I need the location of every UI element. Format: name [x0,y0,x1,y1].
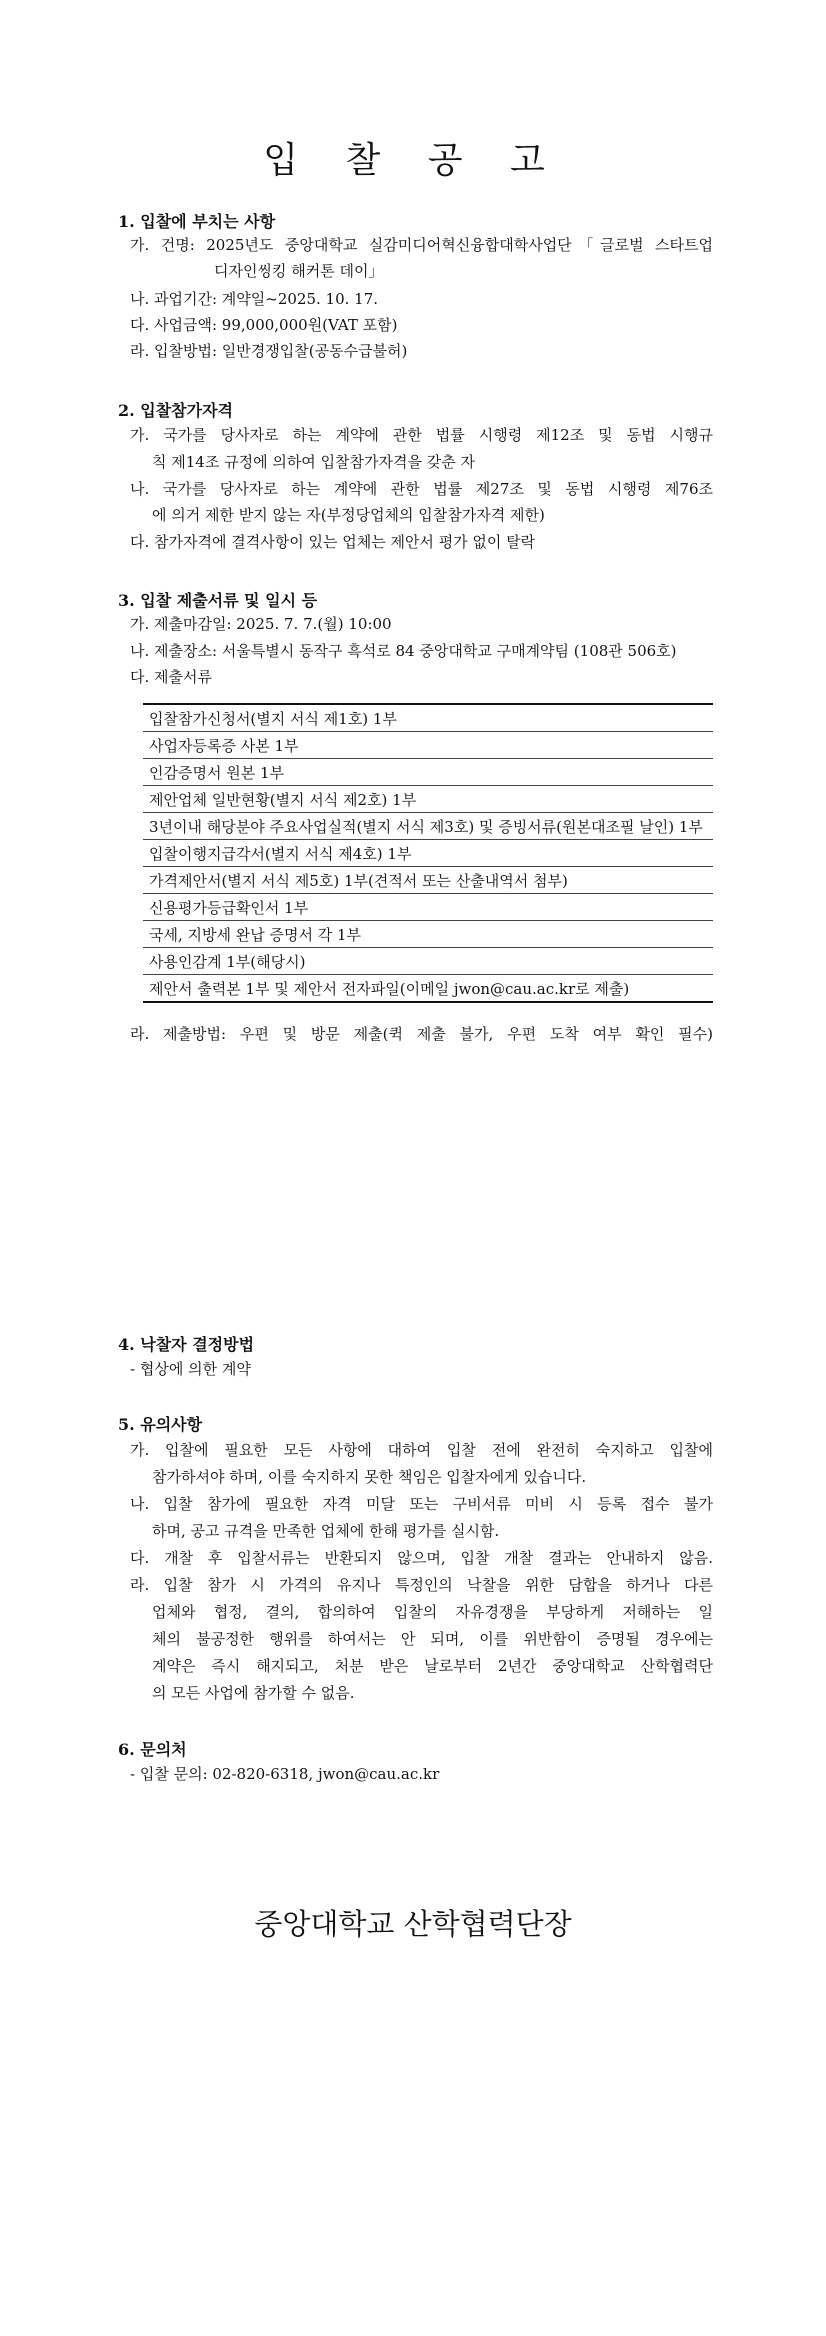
document-item: 입찰이행지급각서(별지 서식 제4호) 1부 [143,840,713,867]
caution-a-cont: 참가하셔야 하며, 이를 숙지하지 못한 책임은 입찰자에게 있습니다. [152,1468,587,1486]
table-row [143,813,713,840]
table-row [143,840,713,867]
document-item: 인감증명서 원본 1부 [143,759,713,786]
table-row [143,921,713,948]
notice-title: 입 찰 공 고 [263,140,563,181]
caution-b: 나. 입찰 참가에 필요한 자격 미달 또는 구비서류 미비 시 등록 접수 불가 [130,1495,713,1513]
documents-table [143,703,713,1003]
document-item: 사용인감계 1부(해당시) [143,948,713,975]
caution-b-cont: 하며, 공고 규격을 만족한 업체에 한해 평가를 실시함. [152,1522,500,1540]
qualification-c: 다. 참가자격에 결격사항이 있는 업체는 제안서 평가 없이 탈락 [130,533,536,551]
document-item: 사업자등록증 사본 1부 [143,732,713,759]
submission-deadline: 가. 제출마감일: 2025. 7. 7.(월) 10:00 [130,615,392,633]
document-item: 3년이내 해당분야 주요사업실적(별지 서식 제3호) 및 증빙서류(원본대조필 날인) 1부 [143,813,713,840]
caution-d-cont-1: 업체와 협정, 결의, 합의하여 입찰의 자유경쟁을 부당하게 저해하는 일 [152,1603,713,1621]
qualification-a: 가. 국가를 당사자로 하는 계약에 관한 법률 시행령 제12조 및 동법 시행규 [130,426,713,444]
project-budget: 다. 사업금액: 99,000,000원(VAT 포함) [130,316,398,334]
section6-heading: 6. 문의처 [118,1740,187,1759]
caution-d-cont-4: 의 모든 사업에 참가할 수 없음. [152,1684,355,1702]
qualification-b: 나. 국가를 당사자로 하는 계약에 관한 법률 제27조 및 동법 시행령 제76조 [130,480,713,498]
section2-heading: 2. 입찰참가자격 [118,401,234,420]
qualification-a-cont: 칙 제14조 규정에 의하여 입찰참가자격을 갖춘 자 [152,453,476,471]
document-item: 국세, 지방세 완납 증명서 각 1부 [143,921,713,948]
document-item: 가격제안서(별지 서식 제5호) 1부(견적서 또는 산출내역서 첨부) [143,867,713,894]
qualification-b-cont: 에 의거 제한 받지 않는 자(부정당업체의 입찰참가자격 제한) [152,506,545,524]
submission-documents-label: 다. 제출서류 [130,668,212,686]
project-name-cont: 디자인씽킹 해커톤 데이」 [214,262,384,280]
caution-d-cont-2: 체의 불공정한 행위를 하여서는 안 되며, 이를 위반함이 증명될 경우에는 [152,1630,713,1648]
table-row [143,894,713,921]
table-row [143,948,713,975]
submission-method: 라. 제출방법: 우편 및 방문 제출(퀵 제출 불가, 우편 도착 여부 확인 필수) [130,1025,713,1043]
table-row [143,867,713,894]
contact-info: - 입찰 문의: 02-820-6318, jwon@cau.ac.kr [130,1765,440,1783]
caution-a: 가. 입찰에 필요한 모든 사항에 대하여 입찰 전에 완전히 숙지하고 입찰에 [130,1441,713,1459]
table-row [143,732,713,759]
caution-d-cont-3: 계약은 즉시 해지되고, 처분 받은 날로부터 2년간 중앙대학교 산학협력단 [152,1657,713,1675]
document-item: 제안서 출력본 1부 및 제안서 전자파일(이메일 jwon@cau.ac.kr로 제출) [149,979,630,998]
table-row [143,786,713,813]
project-name: 가. 건명: 2025년도 중앙대학교 실감미디어혁신융합대학사업단「글로벌 스타트업 [130,236,713,254]
table-row [143,759,713,786]
submission-place: 나. 제출장소: 서울특별시 동작구 흑석로 84 중앙대학교 구매계약팀 (108관 506호) [130,642,677,660]
caution-c: 다. 개찰 후 입찰서류는 반환되지 않으며, 입찰 개찰 결과는 안내하지 않음. [130,1549,713,1567]
section5-heading: 5. 유의사항 [118,1415,203,1434]
section4-heading: 4. 낙찰자 결정방법 [118,1335,255,1354]
task-period: 나. 과업기간: 계약일~2025. 10. 17. [130,290,379,308]
issuer-signature: 중앙대학교 산학협력단장 [254,1907,572,1941]
document-item: 제안업체 일반현황(별지 서식 제2호) 1부 [143,786,713,813]
winner-method: - 협상에 의한 계약 [130,1360,251,1378]
document-item: 입찰참가신청서(별지 서식 제1호) 1부 [143,704,713,732]
section3-heading: 3. 입찰 제출서류 및 일시 등 [118,591,318,610]
document-item: 신용평가등급확인서 1부 [143,894,713,921]
section1-heading: 1. 입찰에 부치는 사항 [118,212,276,231]
table-row [143,975,713,1003]
bidding-method: 라. 입찰방법: 일반경쟁입찰(공동수급불허) [130,342,408,360]
caution-d: 라. 입찰 참가 시 가격의 유지나 특정인의 낙찰을 위한 담합을 하거나 다른 [130,1576,713,1594]
table-row [143,704,713,732]
